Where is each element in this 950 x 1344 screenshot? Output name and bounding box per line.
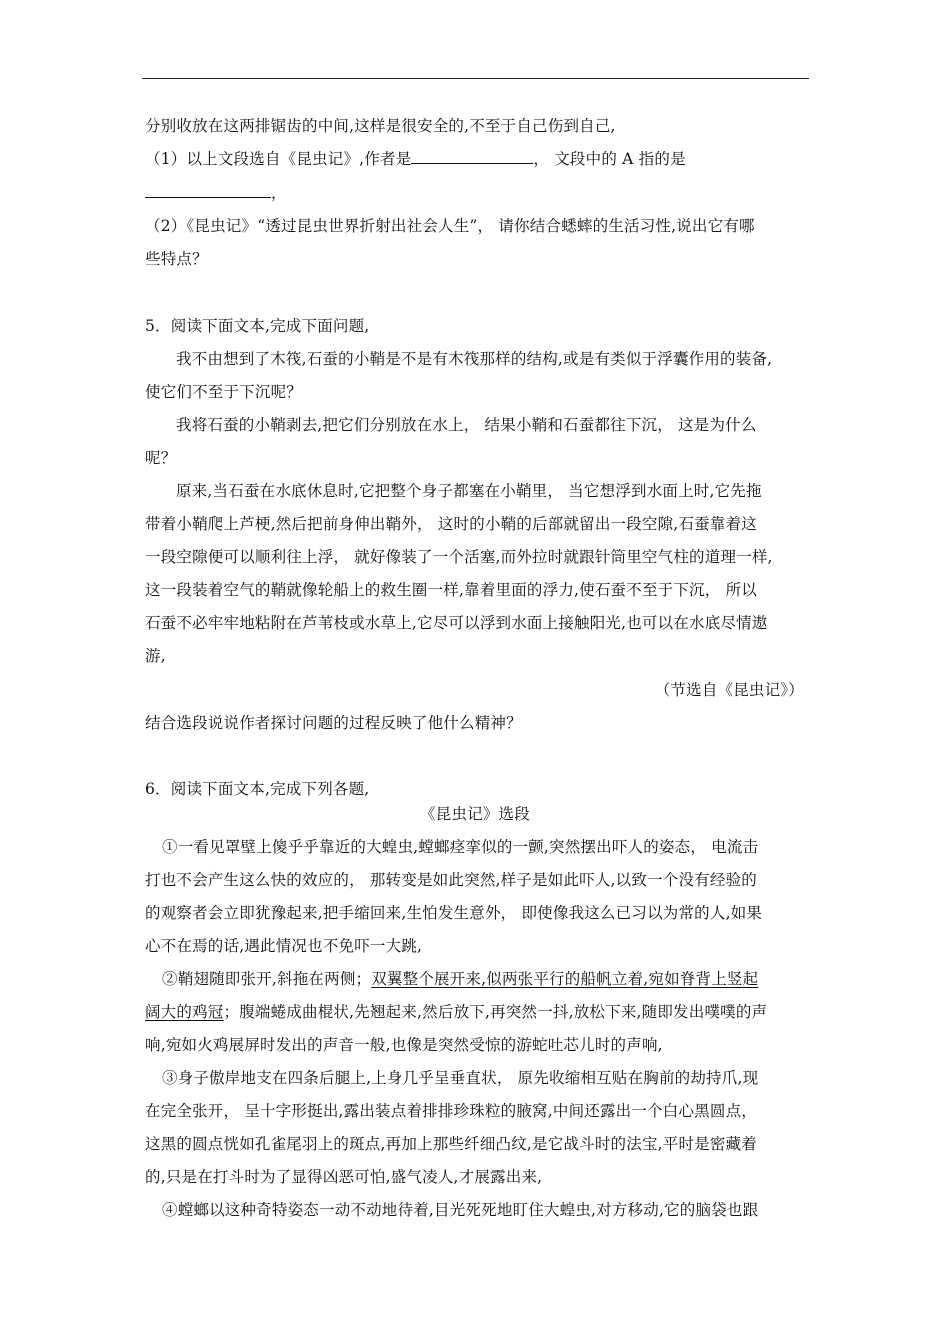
- q6-excerpt-title: 《昆虫记》选段: [420, 805, 530, 823]
- q5-question: 结合选段说说作者探讨问题的过程反映了他什么精神？: [145, 714, 522, 732]
- header-rule: [142, 78, 809, 79]
- q5-line: 使它们不至于下沉呢？: [145, 383, 303, 401]
- q6-p2-line3: 响,宛如火鸡展屏时发出的声音一般,也像是突然受惊的游蛇吐芯儿时的声响,: [145, 1036, 663, 1054]
- q4-sub2-line1: （2）《昆虫记》“透过昆虫世界折射出社会人生”， 请你结合蟋蟀的生活习性,说出它有哪: [145, 217, 755, 235]
- a-answer-blank[interactable]: [145, 183, 271, 198]
- q4-sub1-line: [145, 149, 686, 169]
- q4-sub1-text-a: （1）以上文段选自《昆虫记》,作者是: [145, 150, 412, 168]
- q6-p2-line2: [145, 1002, 767, 1022]
- q5-heading: 5．阅读下面文本,完成下面问题,: [145, 317, 370, 335]
- q5-line: 我将石蚕的小鞘剥去,把它们分别放在水上， 结果小鞘和石蚕都往下沉， 这是为什么: [176, 416, 757, 434]
- q6-p4-line: ④螳螂以这种奇特姿态一动不动地待着,目光死死地盯住大蝗虫,对方移动,它的脑袋也跟: [162, 1201, 759, 1219]
- q5-line: 游,: [145, 647, 166, 665]
- q6-p1-line: 打也不会产生这么快的效应的， 那转变是如此突然,样子是如此吓人,以致一个没有经验的: [145, 871, 757, 889]
- top-fragment: 分别收放在这两排锯齿的中间,这样是很安全的,不至于自己伤到自己,: [145, 117, 616, 135]
- q6-p3-line: 在完全张开， 呈十字形挺出,露出装点着排排珍珠粒的腋窝,中间还露出一个白心黑圆点，: [145, 1102, 757, 1120]
- q6-p1-line: ①一看见罩壁上傻乎乎靠近的大蝗虫,螳螂痉挛似的一颤,突然摆出吓人的姿态， 电流击: [162, 838, 759, 856]
- q6-p2-text: ②鞘翅随即张开,斜拖在两侧；: [162, 970, 372, 988]
- q5-line: 我不由想到了木筏,石蚕的小鞘是不是有木筏那样的结构,或是有类似于浮囊作用的装备,: [176, 350, 773, 368]
- q6-p2-underlined: 双翼整个展开来,似两张平行的船帆立着,宛如脊背上竖起: [371, 970, 759, 988]
- q5-source: （节选自《昆虫记》）: [654, 681, 804, 699]
- author-answer-blank[interactable]: [411, 149, 533, 164]
- q6-p3-line: ③身子傲岸地支在四条后腿上,上身几乎呈垂直状， 原先收缩相互贴在胸前的劫持爪,现: [162, 1069, 759, 1087]
- q4-sub1-text-c: ，: [271, 184, 287, 202]
- q4-sub1-line2: [145, 183, 287, 203]
- q6-p2-text: ；腹端蜷成曲棍状,先翘起来,然后放下,再突然一抖,放松下来,随即发出噗噗的声: [223, 1003, 768, 1021]
- q6-p2-underlined: 阔大的鸡冠: [145, 1003, 224, 1021]
- q4-sub1-text-b: ， 文段中的 A 指的是: [533, 150, 686, 168]
- q6-p1-line: 心不在焉的话,遇此情况也不免吓一大跳,: [145, 937, 423, 955]
- q5-line: 这一段装着空气的鞘就像轮船上的救生圈一样,靠着里面的浮力,使石蚕不至于下沉， 所以: [145, 581, 757, 599]
- q5-line: 带着小鞘爬上芦梗,然后把前身伸出鞘外， 这时的小鞘的后部就留出一段空隙,石蚕靠着这: [145, 515, 757, 533]
- q6-p3-line: 这黑的圆点恍如孔雀尾羽上的斑点,再加上那些纤细凸纹,是它战斗时的法宝,平时是密藏着: [145, 1135, 757, 1153]
- q6-heading: 6．阅读下面文本,完成下列各题,: [145, 780, 370, 798]
- q6-p2-line1: [162, 969, 758, 989]
- q5-line: 石蚕不必牢牢地粘附在芦苇枝或水草上,它尽可以浮到水面上接触阳光,也可以在水底尽情遨: [145, 614, 768, 632]
- q5-line: 一段空隙便可以顺利往上浮， 就好像装了一个活塞,而外拉时就跟针筒里空气柱的道理一样,: [145, 548, 773, 566]
- q6-p1-line: 的观察者会立即犹豫起来,把手缩回来,生怕发生意外， 即使像我这么已习以为常的人,如果: [145, 904, 763, 922]
- q5-line: 呢？: [145, 449, 177, 467]
- q6-p3-line: 的,只是在打斗时为了显得凶恶可怕,盛气凌人,才展露出来,: [145, 1168, 543, 1186]
- q5-line: 原来,当石蚕在水底休息时,它把整个身子都塞在小鞘里， 当它想浮到水面上时,它先拖: [176, 482, 762, 500]
- q4-sub2-line2: 些特点？: [145, 250, 208, 268]
